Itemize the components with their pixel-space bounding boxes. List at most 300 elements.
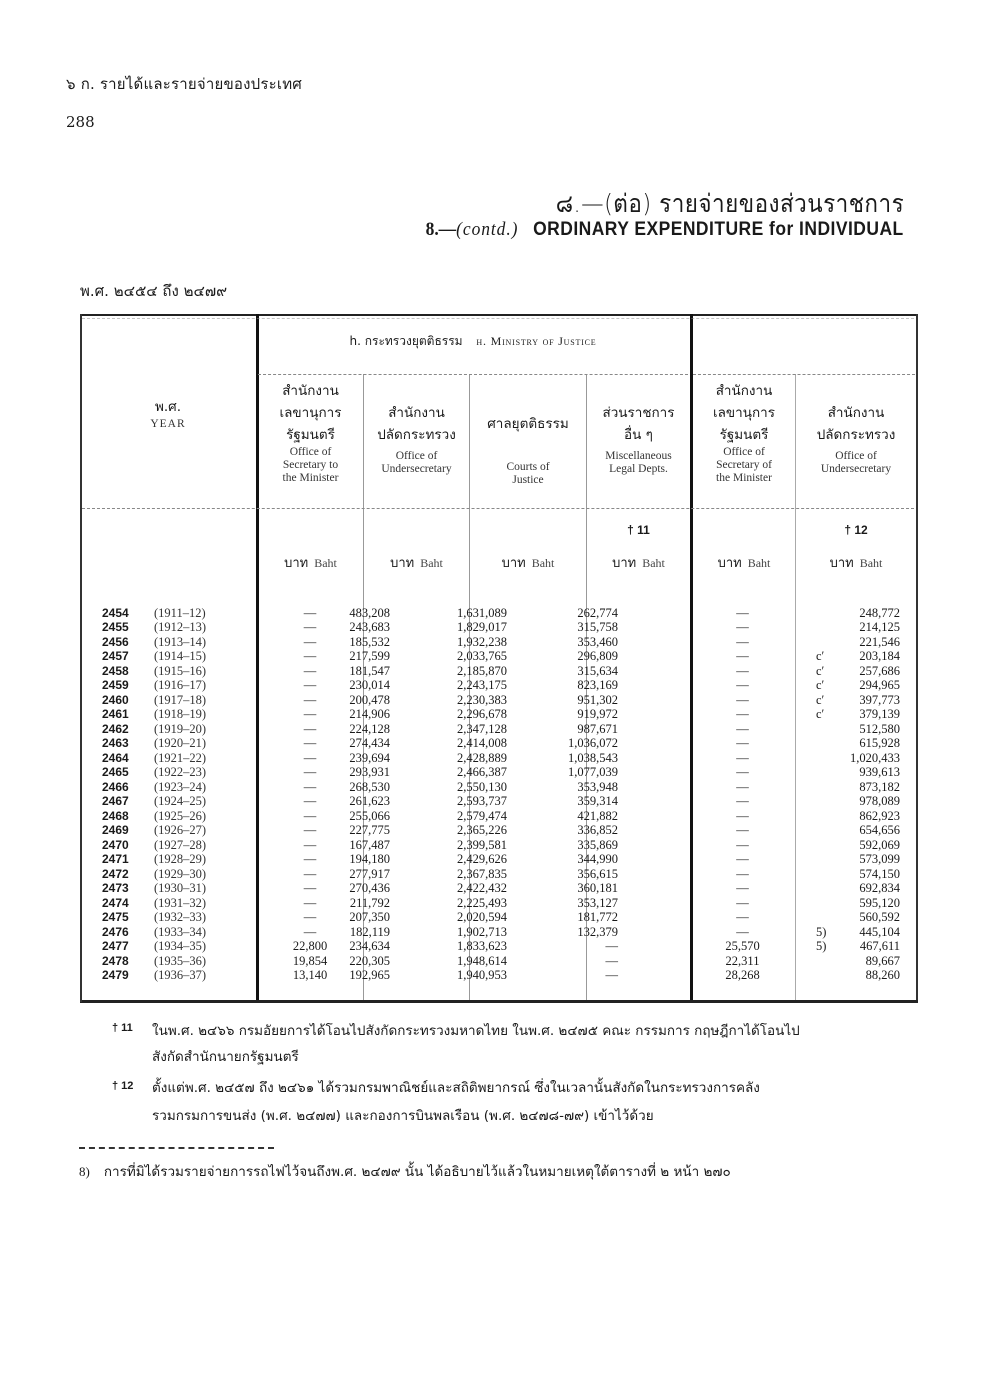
year-buddhist-era: 2457 <box>102 649 129 664</box>
cell-secretary-to-minister: 19,854 <box>292 953 328 968</box>
year-common-era: (1930–31) <box>154 881 207 896</box>
year-buddhist-era: 2461 <box>102 707 129 722</box>
year-common-era: (1914–15) <box>154 649 207 664</box>
cell-undersecretary-2: 592,069 <box>859 837 900 852</box>
table-row <box>80 620 918 635</box>
table-row <box>80 794 918 809</box>
cell-undersecretary: 194,180 <box>349 852 390 867</box>
table-row <box>80 707 918 722</box>
cell-misc-legal-depts: 360,181 <box>577 881 618 896</box>
unit-label <box>587 557 690 572</box>
year-common-era: (1927–28) <box>154 837 207 852</box>
table-row <box>80 881 918 896</box>
table-row <box>80 780 918 795</box>
cell-misc-legal-depts: 823,169 <box>577 678 618 693</box>
period-label: พ.ศ. ๒๔๕๔ ถึง ๒๔๗๙ <box>80 282 228 300</box>
bottom-note-text: การที่มิได้รวมรายจ่ายการรถไฟไว้จนถึงพ.ศ. ๒๔๗๙ นั้น ได้อธิบายไว้แล้วในหมายเหตุใต้ตารางที่ ๒ หน้า ๒๗๐ <box>103 1164 731 1180</box>
cell-courts-of-justice: 2,429,626 <box>457 852 507 867</box>
cell-secretary-of-minister: — <box>736 881 749 896</box>
cell-undersecretary-2: 862,923 <box>859 808 900 823</box>
cell-courts-of-justice: 2,230,383 <box>457 692 507 707</box>
col-header-courts-of-justice <box>470 413 586 487</box>
cell-undersecretary: 243,683 <box>349 620 390 635</box>
col-header-thai: ศาลยุตติธรรม <box>487 416 569 432</box>
cell-secretary-of-minister: — <box>736 866 749 881</box>
cell-secretary-to-minister: — <box>303 823 317 838</box>
cell-undersecretary-2: 654,656 <box>859 823 900 838</box>
cell-secretary-to-minister: — <box>303 634 317 649</box>
cell-misc-legal-depts: 296,809 <box>577 649 618 664</box>
col-header-english: Justice <box>512 474 544 486</box>
cell-secretary-to-minister: — <box>303 866 317 881</box>
cell-secretary-of-minister: — <box>736 634 749 649</box>
top-inner-rule <box>82 318 914 319</box>
table-row <box>80 664 918 679</box>
year-buddhist-era: 2462 <box>102 721 129 736</box>
cell-secretary-of-minister: 25,570 <box>725 939 760 954</box>
table-row <box>80 649 918 664</box>
cell-misc-legal-depts: 1,077,039 <box>568 765 618 780</box>
cell-secretary-of-minister: 22,311 <box>725 953 760 968</box>
year-buddhist-era: 2471 <box>102 852 129 867</box>
cell-secretary-to-minister: — <box>303 924 317 939</box>
cell-misc-legal-depts: 181,772 <box>577 910 618 925</box>
cell-secretary-to-minister: — <box>303 837 317 852</box>
cell-secretary-of-minister: — <box>736 823 749 838</box>
cell-note-mark: 5) <box>816 924 827 939</box>
cell-misc-legal-depts: 356,615 <box>577 866 618 881</box>
unit-thai: บาท <box>390 556 415 571</box>
cell-note-mark: c′ <box>816 692 825 707</box>
cell-undersecretary: 181,547 <box>349 663 390 678</box>
year-common-era: (1928–29) <box>154 852 207 867</box>
table-row <box>80 910 918 925</box>
table-row <box>80 765 918 780</box>
year-buddhist-era: 2472 <box>102 866 129 881</box>
table-row <box>80 635 918 650</box>
cell-undersecretary: 255,066 <box>349 808 390 823</box>
cell-undersecretary-2: 978,089 <box>859 794 900 809</box>
cell-undersecretary-2: 574,150 <box>859 866 900 881</box>
cell-secretary-to-minister: — <box>303 881 317 896</box>
cell-undersecretary: 224,128 <box>349 721 390 736</box>
table-bottom-rule <box>80 1000 918 1003</box>
cell-courts-of-justice: 2,399,581 <box>457 837 507 852</box>
table-row <box>80 954 918 969</box>
cell-courts-of-justice: 1,902,713 <box>457 924 507 939</box>
group-header-rule <box>693 374 915 375</box>
col-header-english: Office of <box>395 450 438 462</box>
cell-note-mark: c′ <box>816 678 825 693</box>
year-common-era: (1926–27) <box>154 823 207 838</box>
cell-undersecretary: 167,487 <box>349 837 390 852</box>
cell-secretary-to-minister: — <box>303 620 317 635</box>
year-common-era: (1913–14) <box>154 634 207 649</box>
cell-secretary-to-minister: — <box>303 649 317 664</box>
cell-undersecretary-2: 692,834 <box>859 881 900 896</box>
cell-courts-of-justice: 1,948,614 <box>457 953 507 968</box>
cell-note-mark: c′ <box>816 663 825 678</box>
col-header-thai: อื่น ๆ <box>624 427 653 443</box>
col-header-thai: ปลัดกระทรวง <box>377 427 456 443</box>
table-row <box>80 838 918 853</box>
cell-secretary-of-minister: — <box>736 649 749 664</box>
unit-english: Baht <box>642 556 665 570</box>
cell-courts-of-justice: 2,225,493 <box>457 895 507 910</box>
col-header-english: Legal Depts. <box>609 463 668 475</box>
cell-undersecretary: 227,775 <box>349 823 390 838</box>
cell-undersecretary-2: 445,104 <box>859 924 900 939</box>
cell-secretary-to-minister: — <box>303 910 317 925</box>
cell-courts-of-justice: 2,550,130 <box>457 779 507 794</box>
col-header-undersecretary-2 <box>796 402 916 476</box>
cell-secretary-of-minister: — <box>736 707 749 722</box>
cell-misc-legal-depts: 1,036,072 <box>568 736 618 751</box>
cell-misc-legal-depts: 951,302 <box>577 692 618 707</box>
col-header-thai: สำนักงาน <box>282 383 339 399</box>
cell-misc-legal-depts: 353,460 <box>577 634 618 649</box>
cell-secretary-to-minister: — <box>303 678 317 693</box>
cell-secretary-to-minister: — <box>303 606 317 620</box>
col-header-secretary-of-minister <box>693 380 795 485</box>
cell-secretary-to-minister: — <box>303 808 317 823</box>
cell-secretary-of-minister: 28,268 <box>725 968 760 982</box>
col-header-thai: สำนักงาน <box>827 405 885 421</box>
col-header-english: Office of <box>289 446 332 458</box>
cell-misc-legal-depts: 919,972 <box>577 707 618 722</box>
note-ref-11: † 11 <box>627 523 650 537</box>
col-header-english: Secretary to <box>282 459 339 471</box>
col-header-english: Secretary of <box>716 459 772 471</box>
cell-misc-legal-depts: 132,379 <box>577 924 618 939</box>
cell-courts-of-justice: 1,833,623 <box>457 939 507 954</box>
unit-thai: บาท <box>717 556 742 571</box>
unit-english: Baht <box>314 556 337 570</box>
table-row <box>80 925 918 940</box>
cell-misc-legal-depts: 315,758 <box>577 620 618 635</box>
year-header <box>80 396 256 431</box>
unit-thai: บาท <box>829 556 854 571</box>
col-header-english: Undersecretary <box>381 463 452 475</box>
cell-undersecretary-2: 214,125 <box>859 620 900 635</box>
cell-undersecretary-2: 248,772 <box>859 606 900 620</box>
col-header-thai: สำนักงาน <box>715 383 773 399</box>
cell-secretary-of-minister: — <box>736 750 749 765</box>
cell-undersecretary-2: 397,773 <box>859 692 900 707</box>
cell-secretary-to-minister: 13,140 <box>292 968 328 982</box>
cell-secretary-to-minister: — <box>303 707 317 722</box>
year-common-era: (1924–25) <box>154 794 207 809</box>
bottom-note <box>79 1160 919 1182</box>
year-buddhist-era: 2455 <box>102 620 129 635</box>
footnote-11 <box>112 1018 922 1070</box>
year-buddhist-era: 2458 <box>102 663 129 678</box>
cell-undersecretary: 268,530 <box>349 779 390 794</box>
year-buddhist-era: 2460 <box>102 692 129 707</box>
cell-undersecretary-2: 873,182 <box>859 779 900 794</box>
cell-secretary-of-minister: — <box>736 910 749 925</box>
col-header-english: Undersecretary <box>820 463 892 475</box>
cell-note-mark: 5) <box>816 939 827 954</box>
unit-english: Baht <box>531 556 555 570</box>
table-row <box>80 736 918 751</box>
cell-misc-legal-depts: 315,634 <box>577 663 618 678</box>
unit-thai: บาท <box>501 556 526 571</box>
cell-secretary-to-minister: — <box>303 736 317 751</box>
cell-misc-legal-depts: 335,869 <box>577 837 618 852</box>
table-row <box>80 968 918 983</box>
cell-undersecretary: 230,014 <box>349 678 390 693</box>
cell-undersecretary-2: 379,139 <box>859 707 900 722</box>
year-common-era: (1934–35) <box>154 939 207 954</box>
cell-misc-legal-depts: 336,852 <box>577 823 618 838</box>
unit-thai: บาท <box>612 556 637 571</box>
year-buddhist-era: 2475 <box>102 910 129 925</box>
header-rule <box>82 508 914 509</box>
year-buddhist-era: 2478 <box>102 953 129 968</box>
cell-secretary-of-minister: — <box>736 678 749 693</box>
group-header-english: h. Ministry of Justice <box>476 334 597 348</box>
cell-secretary-of-minister: — <box>736 692 749 707</box>
col-header-english: Courts of <box>506 461 550 473</box>
year-common-era: (1918–19) <box>154 707 207 722</box>
footnote-ref: † 12 <box>112 1080 134 1092</box>
cell-undersecretary: 192,965 <box>349 968 390 982</box>
table-row <box>80 722 918 737</box>
year-buddhist-era: 2464 <box>102 750 129 765</box>
table-row <box>80 809 918 824</box>
bottom-note-ref: 8) <box>79 1164 90 1179</box>
year-buddhist-era: 2476 <box>102 924 129 939</box>
cell-misc-legal-depts: 344,990 <box>577 852 618 867</box>
cell-courts-of-justice: 2,296,678 <box>457 707 507 722</box>
col-header-english: Office of <box>723 446 765 458</box>
table-top-rule <box>80 314 918 316</box>
year-common-era: (1932–33) <box>154 910 207 925</box>
cell-courts-of-justice: 1,829,017 <box>457 620 507 635</box>
cell-secretary-to-minister: — <box>303 692 317 707</box>
year-buddhist-era: 2466 <box>102 779 129 794</box>
year-common-era: (1929–30) <box>154 866 207 881</box>
cell-misc-legal-depts: 353,948 <box>577 779 618 794</box>
cell-secretary-to-minister: — <box>303 765 317 780</box>
table-row <box>80 939 918 954</box>
table-title-english <box>426 219 904 241</box>
cell-undersecretary-2: 560,592 <box>859 910 900 925</box>
cell-courts-of-justice: 2,414,008 <box>457 736 507 751</box>
footnote-line: รวมกรมการขนส่ง (พ.ศ. ๒๔๗๗) และกองการบินพลเรือน (พ.ศ. ๒๔๗๘-๗๙) เข้าไว้ด้วย <box>152 1108 654 1124</box>
col-header-english: the Minister <box>716 472 772 484</box>
footnote-line: ตั้งแต่พ.ศ. ๒๔๕๗ ถึง ๒๔๖๑ ได้รวมกรมพาณิชย์และสถิติพยากรณ์ ซึ่งในเวลานั้นสังกัดในกระทรวงการคลัง <box>152 1080 760 1096</box>
year-buddhist-era: 2469 <box>102 823 129 838</box>
cell-undersecretary: 293,931 <box>349 765 390 780</box>
title-number: 8.— <box>425 219 457 240</box>
year-common-era: (1925–26) <box>154 808 207 823</box>
cell-secretary-of-minister: — <box>736 852 749 867</box>
cell-undersecretary: 185,532 <box>349 634 390 649</box>
cell-secretary-to-minister: — <box>303 895 317 910</box>
footnote-12 <box>112 1074 922 1130</box>
cell-undersecretary: 217,599 <box>349 649 390 664</box>
cell-secretary-of-minister: — <box>736 620 749 635</box>
cell-misc-legal-depts: 353,127 <box>577 895 618 910</box>
cell-secretary-to-minister: — <box>303 721 317 736</box>
cell-courts-of-justice: 2,033,765 <box>457 649 507 664</box>
cell-courts-of-justice: 1,940,953 <box>457 968 507 982</box>
col-header-misc-legal-depts <box>587 402 690 476</box>
cell-courts-of-justice: 2,593,737 <box>457 794 507 809</box>
table-row <box>80 693 918 708</box>
col-header-english: Office of <box>835 450 877 462</box>
year-common-era: (1923–24) <box>154 779 207 794</box>
cell-undersecretary: 261,623 <box>349 794 390 809</box>
cell-note-mark: c′ <box>816 707 825 722</box>
cell-secretary-of-minister: — <box>736 808 749 823</box>
cell-courts-of-justice: 2,422,432 <box>457 881 507 896</box>
cell-courts-of-justice: 2,367,835 <box>457 866 507 881</box>
cell-undersecretary-2: 467,611 <box>859 939 900 954</box>
year-common-era: (1917–18) <box>154 692 207 707</box>
cell-undersecretary: 483,208 <box>349 606 390 620</box>
page-number: 288 <box>66 113 95 131</box>
cell-courts-of-justice: 2,243,175 <box>457 678 507 693</box>
year-buddhist-era: 2454 <box>102 606 129 620</box>
cell-secretary-of-minister: — <box>736 663 749 678</box>
year-common-era: (1919–20) <box>154 721 207 736</box>
cell-courts-of-justice: 2,347,128 <box>457 721 507 736</box>
year-buddhist-era: 2474 <box>102 895 129 910</box>
cell-undersecretary: 277,917 <box>349 866 390 881</box>
year-buddhist-era: 2473 <box>102 881 129 896</box>
cell-courts-of-justice: 2,020,594 <box>457 910 507 925</box>
table-row <box>80 751 918 766</box>
col-header-secretary-to-minister <box>258 380 363 485</box>
unit-label <box>364 557 469 572</box>
year-common-era: (1931–32) <box>154 895 207 910</box>
cell-undersecretary-2: 89,667 <box>865 953 900 968</box>
cell-undersecretary: 182,119 <box>349 924 390 939</box>
col-header-thai: รัฐมนตรี <box>286 427 335 443</box>
cell-undersecretary: 200,478 <box>349 692 390 707</box>
year-buddhist-era: 2479 <box>102 968 129 982</box>
cell-undersecretary: 274,434 <box>349 736 390 751</box>
group-header-thai: h. กระทรวงยุตติธรรม <box>349 334 463 348</box>
year-common-era: (1911–12) <box>154 606 206 620</box>
cell-note-mark: c′ <box>816 649 825 664</box>
title-main: ORDINARY EXPENDITURE for INDIVIDUAL <box>533 219 904 240</box>
cell-secretary-of-minister: — <box>736 721 749 736</box>
year-common-era: (1922–23) <box>154 765 207 780</box>
col-header-thai: ปลัดกระทรวง <box>816 427 896 443</box>
table-title-thai: ๘.—(ต่อ) รายจ่ายของส่วนราชการ <box>555 189 904 218</box>
cell-undersecretary-2: 1,020,433 <box>850 750 900 765</box>
cell-misc-legal-depts: 987,671 <box>577 721 618 736</box>
cell-undersecretary: 211,792 <box>349 895 390 910</box>
year-buddhist-era: 2470 <box>102 837 129 852</box>
group-header-rule <box>258 374 688 375</box>
col-header-english: Miscellaneous <box>605 450 672 462</box>
cell-misc-legal-depts: — <box>605 953 618 968</box>
year-common-era: (1912–13) <box>154 620 207 635</box>
cell-undersecretary-2: 615,928 <box>859 736 900 751</box>
table-row <box>80 606 918 621</box>
cell-secretary-to-minister: — <box>303 663 317 678</box>
cell-undersecretary: 207,350 <box>349 910 390 925</box>
unit-thai: บาท <box>284 556 309 571</box>
year-buddhist-era: 2468 <box>102 808 129 823</box>
unit-label <box>470 557 586 572</box>
cell-undersecretary-2: 257,686 <box>859 663 900 678</box>
cell-secretary-of-minister: — <box>736 895 749 910</box>
unit-english: Baht <box>420 556 443 570</box>
unit-label <box>796 557 916 572</box>
cell-undersecretary: 270,436 <box>349 881 390 896</box>
cell-misc-legal-depts: — <box>605 939 618 954</box>
cell-secretary-to-minister: — <box>303 794 317 809</box>
col-header-thai: สำนักงาน <box>388 405 445 421</box>
col-header-thai: เลขานุการ <box>279 405 342 421</box>
footnote-line: ในพ.ศ. ๒๔๖๖ กรมอัยยการได้โอนไปสังกัดกระทรวงมหาดไทย ในพ.ศ. ๒๔๗๕ คณะ กรรมการ กฤษฎีกาได้โอนไป <box>152 1023 800 1039</box>
cell-secretary-of-minister: — <box>736 924 749 939</box>
table-row <box>80 867 918 882</box>
cell-courts-of-justice: 1,932,238 <box>457 634 507 649</box>
cell-undersecretary: 239,694 <box>349 750 390 765</box>
cell-undersecretary-2: 595,120 <box>859 895 900 910</box>
cell-secretary-of-minister: — <box>736 606 749 620</box>
cell-misc-legal-depts: 262,774 <box>577 606 618 620</box>
cell-secretary-to-minister: — <box>303 779 317 794</box>
unit-label <box>258 557 363 572</box>
cell-misc-legal-depts: 359,314 <box>577 794 618 809</box>
cell-secretary-to-minister: 22,800 <box>292 939 328 954</box>
cell-undersecretary: 234,634 <box>349 939 390 954</box>
cell-courts-of-justice: 1,631,089 <box>457 606 507 620</box>
cell-secretary-of-minister: — <box>736 765 749 780</box>
cell-secretary-of-minister: — <box>736 837 749 852</box>
col-header-thai: ส่วนราชการ <box>602 405 675 421</box>
year-common-era: (1935–36) <box>154 953 207 968</box>
cell-misc-legal-depts: — <box>605 968 618 982</box>
cell-courts-of-justice: 2,185,870 <box>457 663 507 678</box>
year-common-era: (1921–22) <box>154 750 207 765</box>
footnote-ref: † 11 <box>112 1022 133 1034</box>
year-header-english: YEAR <box>150 418 186 430</box>
cell-secretary-to-minister: — <box>303 750 317 765</box>
col-header-thai: เลขานุการ <box>713 405 775 421</box>
cell-courts-of-justice: 2,428,889 <box>457 750 507 765</box>
table-row <box>80 678 918 693</box>
cell-secretary-of-minister: — <box>736 779 749 794</box>
cell-courts-of-justice: 2,466,387 <box>457 765 507 780</box>
cell-undersecretary: 214,906 <box>349 707 390 722</box>
table-row <box>80 823 918 838</box>
cell-courts-of-justice: 2,579,474 <box>457 808 507 823</box>
unit-english: Baht <box>747 556 771 570</box>
col-header-english: the Minister <box>282 472 339 484</box>
year-buddhist-era: 2467 <box>102 794 129 809</box>
cell-secretary-of-minister: — <box>736 794 749 809</box>
table-row <box>80 852 918 867</box>
year-header-thai: พ.ศ. <box>154 399 182 415</box>
cell-undersecretary-2: 203,184 <box>859 649 900 664</box>
year-buddhist-era: 2456 <box>102 634 129 649</box>
expenditure-table <box>80 314 918 1002</box>
year-buddhist-era: 2465 <box>102 765 129 780</box>
title-contd: (contd.) <box>456 219 519 240</box>
running-head: ๖ ก. รายได้และรายจ่ายของประเทศ <box>66 75 303 93</box>
year-common-era: (1933–34) <box>154 924 207 939</box>
ministry-of-justice-header <box>258 335 688 349</box>
